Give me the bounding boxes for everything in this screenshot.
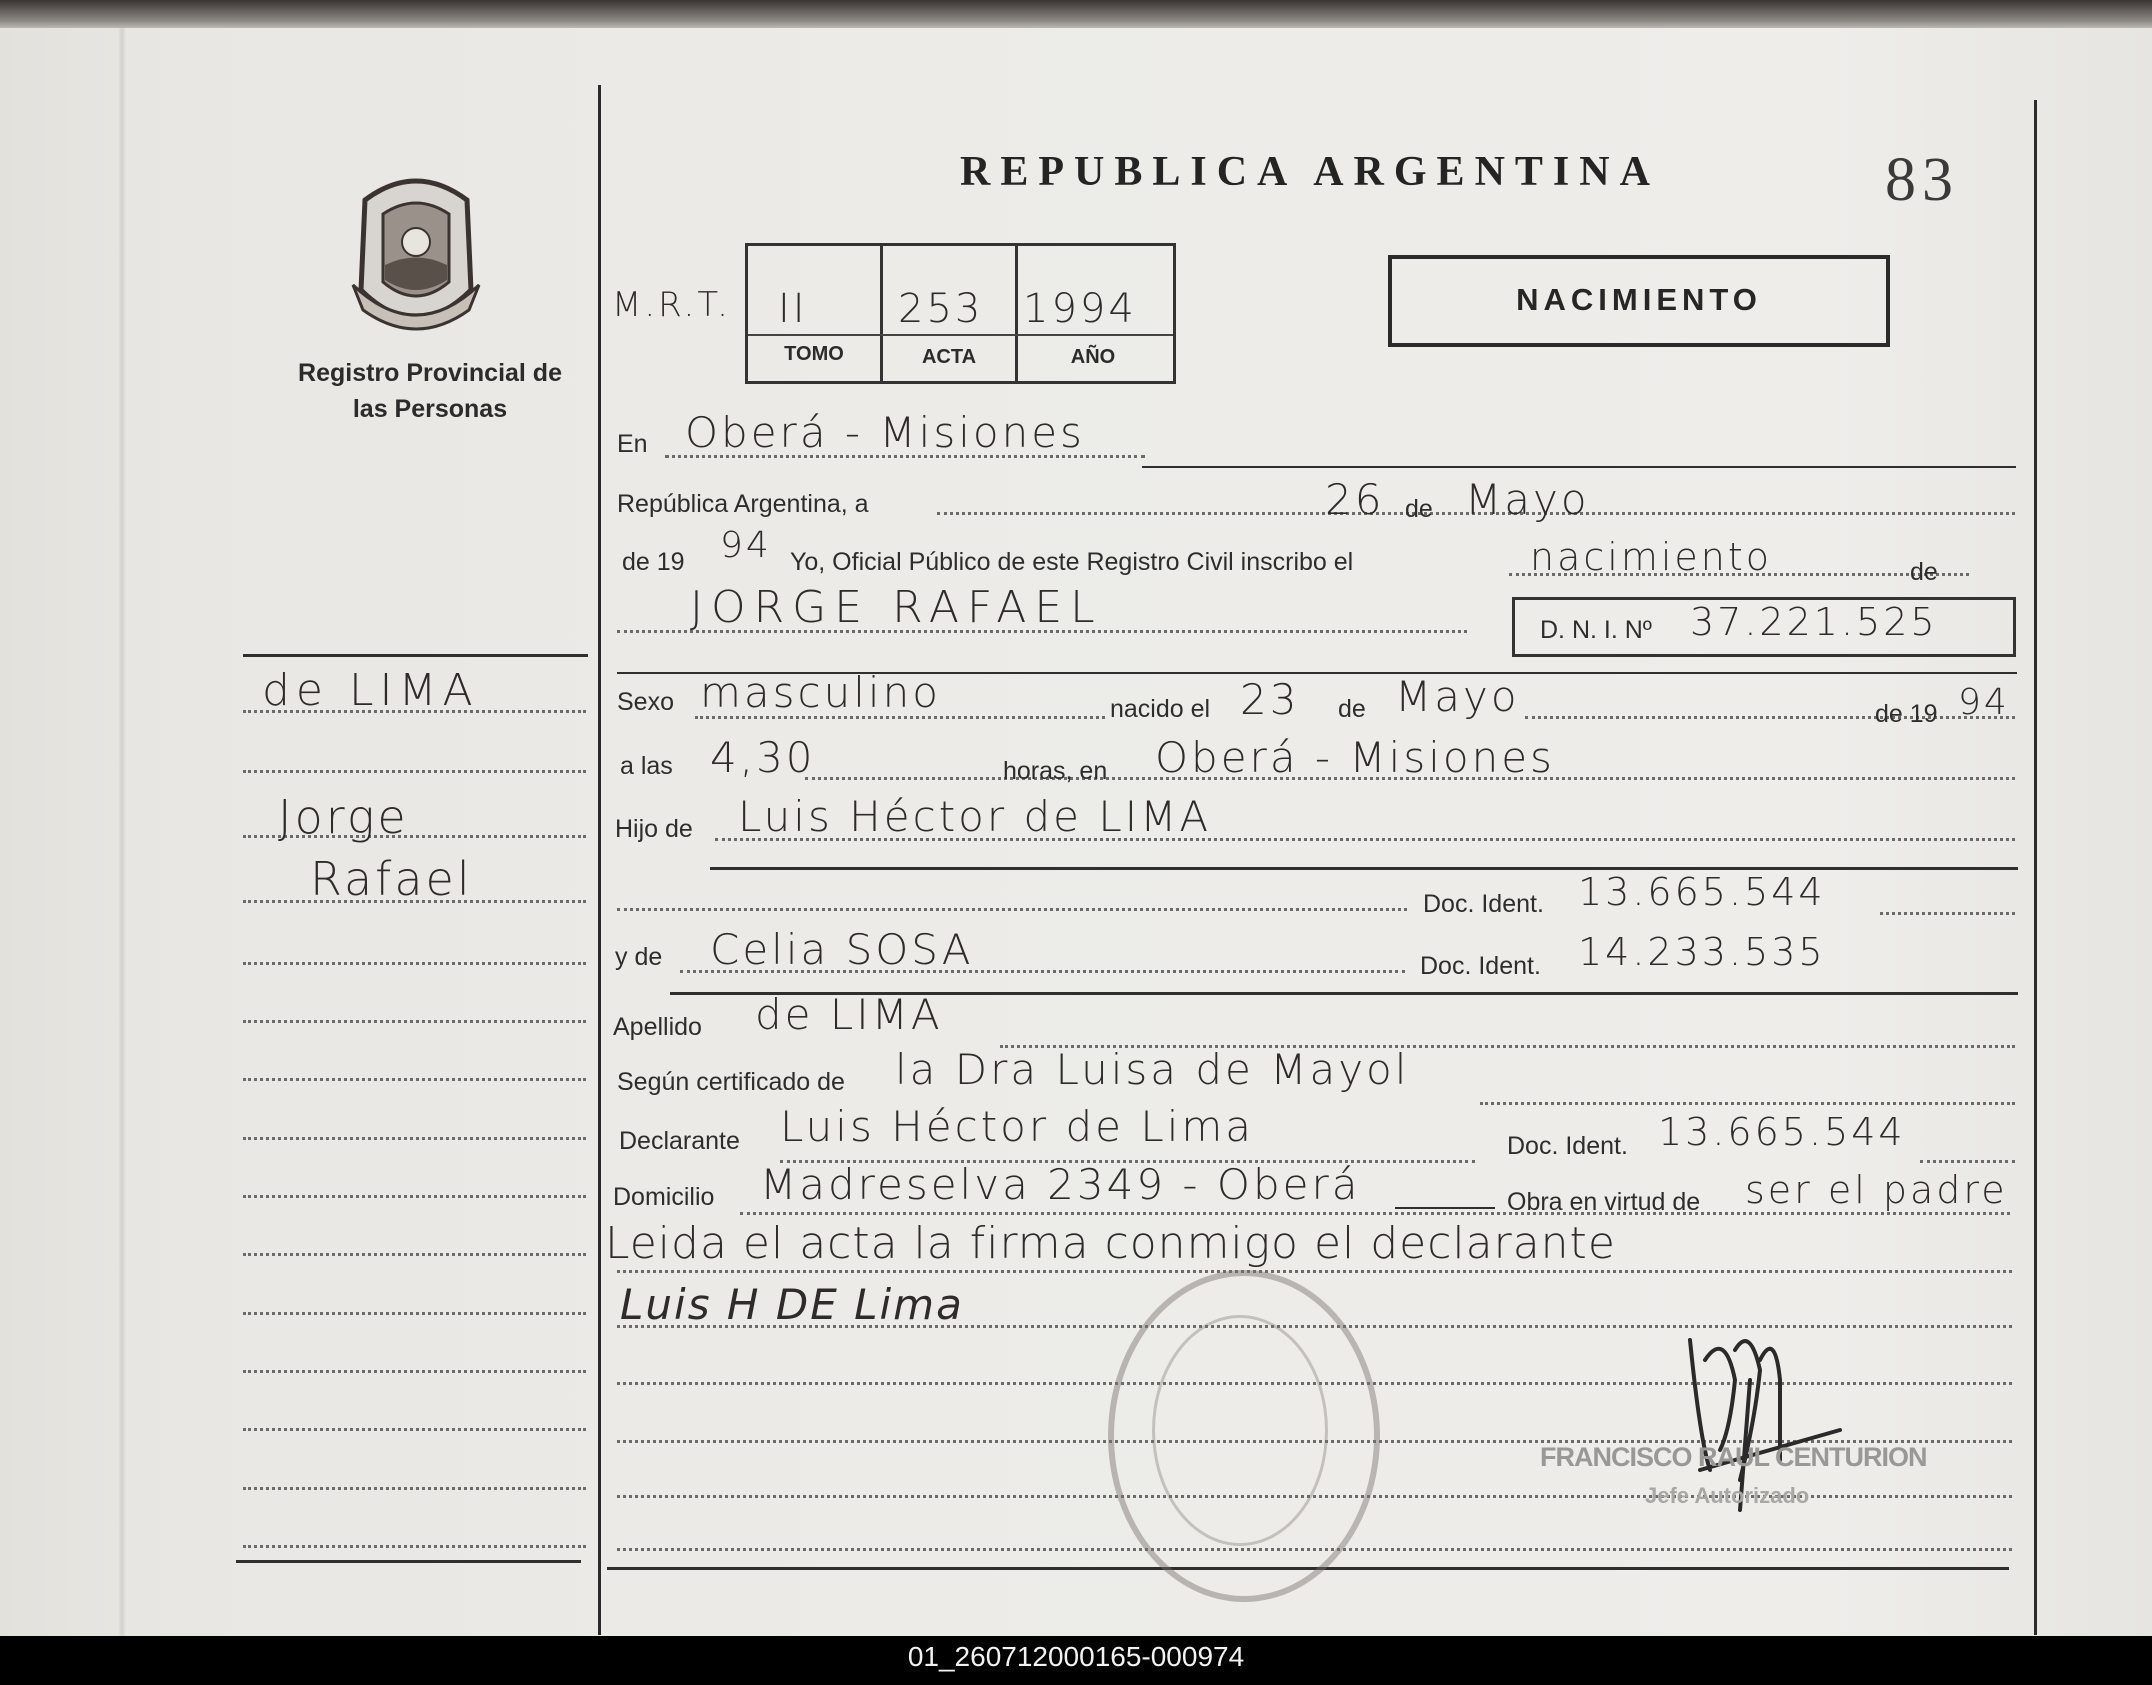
fill-line [1395,1207,1495,1209]
margin-given-name-2: Rafael [310,852,473,906]
margin-divider [598,85,601,1635]
dotted-line [1920,1160,2015,1163]
dni-value: 37.221.525 [1690,600,1938,644]
mother-doc: 14.233.535 [1578,930,1826,974]
dotted-line [617,908,1407,911]
margin-dotted-line [243,1428,586,1431]
by-virtue-value: ser el padre [1745,1168,2008,1212]
birth-day: 23 [1240,675,1300,724]
book-binding [0,0,2152,30]
declarant-doc: 13.665.544 [1658,1110,1906,1154]
fill-line [1142,466,2016,468]
mother-name: Celia SOSA [710,925,974,974]
margin-rule [243,654,588,657]
father-name: Luis Héctor de LIMA [738,792,1212,841]
address-label: Domicilio [613,1183,715,1211]
margin-dotted-line [243,1312,586,1315]
margin-dotted-line [243,1020,586,1023]
surname-value: de LIMA [755,990,943,1039]
address-value: Madreselva 2349 - Oberá [760,1160,1361,1209]
closing-statement: Leida el acta la firma conmigo el declarante [605,1218,1616,1269]
dotted-line [617,1270,2012,1273]
provincial-seal-icon [345,170,487,332]
doc-id-label: Doc. Ident. [1423,890,1544,918]
ano-value: 1994 [1023,286,1137,332]
birth-year: 94 [1958,682,2010,723]
margin-surname: de LIMA [262,665,479,716]
sex-label: Sexo [617,688,674,716]
hours-label: horas, en [1003,757,1108,785]
margin-dotted-line [243,962,586,965]
certificate-value: la Dra Luisa de Mayol [895,1045,1410,1094]
en-label: En [617,430,648,458]
born-label: nacido el [1110,695,1211,723]
margin-rule [236,1560,581,1563]
table-divider [748,334,1173,336]
place-value: Oberá - Misiones [685,408,1085,457]
margin-dotted-line [243,1370,586,1373]
dotted-line [1480,1102,2015,1105]
acta-label: ACTA [921,346,977,368]
margin-dotted-line [243,1487,586,1490]
de-label: de [1338,695,1366,723]
margin-dotted-line [243,1195,586,1198]
declarant-name: Luis Héctor de Lima [780,1102,1255,1151]
mrt-label: M.R.T. [612,285,731,325]
by-virtue-label: Obra en virtud de [1507,1188,1701,1216]
margin-dotted-line [243,1137,586,1140]
year-prefix-label: de 19 [1875,700,1938,728]
tomo-value: II [778,286,808,332]
registration-month: Mayo [1465,475,1590,524]
child-name: JORGE RAFAEL [690,582,1103,633]
page-fold [118,28,126,1636]
child-of-label: Hijo de [615,815,693,843]
de-label: de [1405,495,1433,523]
document-title: REPUBLICA ARGENTINA [960,149,1660,195]
doc-id-label: Doc. Ident. [1507,1132,1628,1160]
inscription-type: nacimiento [1530,535,1773,579]
father-doc: 13.665.544 [1578,870,1826,914]
margin-dotted-line [243,1078,586,1081]
right-border [2034,100,2037,1635]
birth-month: Mayo [1395,672,1520,721]
registry-name: Registro Provincial de las Personas [298,359,562,423]
margin-dotted-line [243,770,586,773]
de-label: de [1910,558,1938,586]
record-type: NACIMIENTO [1516,282,1762,317]
folio-number: 83 [1885,146,1959,214]
margin-dotted-line [243,1545,586,1548]
dotted-line [1525,716,2015,719]
sex-value: masculino [700,668,941,717]
registration-day: 26 [1325,475,1385,524]
birth-time: 4,30 [710,733,816,782]
declarant-signature: Luis H DE Lima [620,1280,964,1329]
certificate-label: Según certificado de [617,1068,845,1096]
surname-label: Apellido [613,1013,702,1041]
and-of-label: y de [615,943,663,971]
official-name: FRANCISCO RAUL CENTURION [1540,1442,1927,1472]
margin-dotted-line [243,1253,586,1256]
republica-label: República Argentina, a [617,490,869,518]
image-id: 01_260712000165-000974 [907,1641,1245,1672]
tomo-label: TOMO [784,343,844,365]
officer-statement: Yo, Oficial Público de este Registro Civil inscribo el [790,548,1354,576]
official-stamp-inner [1152,1315,1328,1546]
acta-value: 253 [898,286,984,332]
year-prefix-label: de 19 [622,548,685,576]
registration-year: 94 [720,525,772,566]
declarant-label: Declarante [619,1127,740,1155]
dotted-line [740,1212,2010,1215]
birth-place: Oberá - Misiones [1155,733,1555,782]
margin-given-name-1: Jorge [278,790,409,844]
ano-label: AÑO [1070,346,1116,368]
doc-id-label: Doc. Ident. [1420,952,1541,980]
at-label: a las [620,752,673,780]
dotted-line [1880,912,2015,915]
mrt-table [745,243,1176,384]
dni-label: D. N. I. Nº [1540,616,1652,644]
official-title: Jefe Autorizado [1645,1483,1810,1508]
